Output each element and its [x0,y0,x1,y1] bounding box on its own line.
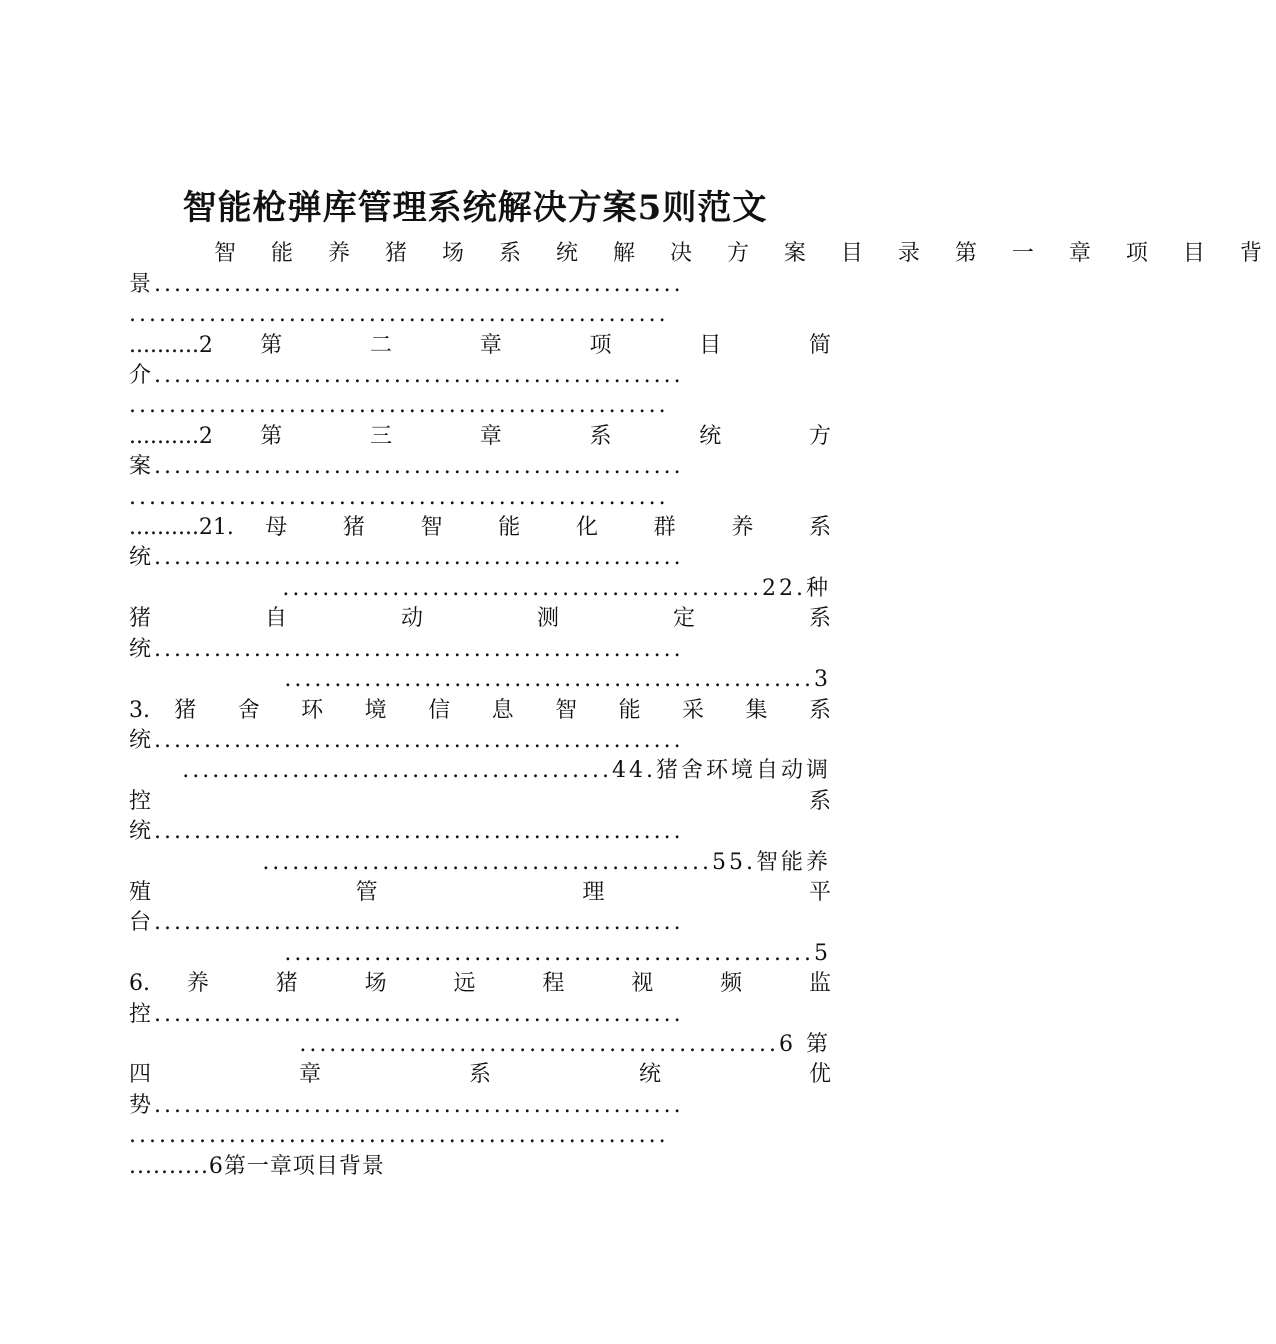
toc-text: 智 能 养 猪 场 系 统 解 决 方 案 目 录 第 一 章 项 目 背 [214,241,1276,266]
toc-line-21: .............................................55.智能养 [262,850,831,875]
toc-line-22: 殖 管 理 平 [129,880,831,905]
toc-line-23: 台..................................................... [129,910,684,935]
document-title: 智能枪弹库管理系统解决方案5则范文 [182,188,768,228]
toc-line-13: 猪 自 动 测 定 系 [129,606,831,631]
toc-line-4: ..........2 第 二 章 项 目 简 [129,333,831,358]
toc-line-15: .....................................................3 [284,667,831,692]
toc-line-11: 统..................................................... [129,545,684,570]
toc-line-8: 案..................................................... [129,454,684,479]
toc-line-2: 景..................................................... [129,272,684,297]
toc-line-26: 控..................................................... [129,1002,684,1027]
toc-line-24: .....................................................5 [284,941,831,966]
toc-line-30: ...................................................... [129,1123,669,1148]
toc-line-3: ...................................................... [129,302,669,327]
toc-line-9: ...................................................... [129,485,669,510]
toc-line-17: 统..................................................... [129,728,684,753]
toc-line-31: ..........6第一章项目背景 [129,1154,385,1179]
toc-line-7: ..........2 第 三 章 系 统 方 [129,424,831,449]
toc-line-16: 3. 猪 舍 环 境 信 息 智 能 采 集 系 [129,698,831,723]
toc-line-20: 统..................................................... [129,819,684,844]
toc-line-10: ..........21. 母 猪 智 能 化 群 养 系 [129,515,831,540]
toc-line-12: ................................................22.种 [282,576,831,601]
toc-line-28: 四 章 系 统 优 [129,1062,831,1087]
toc-line-25: 6. 养 猪 场 远 程 视 频 监 [129,971,831,996]
toc-line-29: 势..................................................... [129,1093,684,1118]
toc-line-1 [214,239,1276,269]
toc-line-5: 介..................................................... [129,363,684,388]
toc-line-19: 控 系 [129,789,831,814]
toc-line-14: 统..................................................... [129,637,684,662]
toc-line-18: ...........................................44.猪舍环境自动调 [182,758,831,783]
toc-line-27: ................................................6 第 [299,1032,831,1057]
toc-line-6: ...................................................... [129,393,669,418]
